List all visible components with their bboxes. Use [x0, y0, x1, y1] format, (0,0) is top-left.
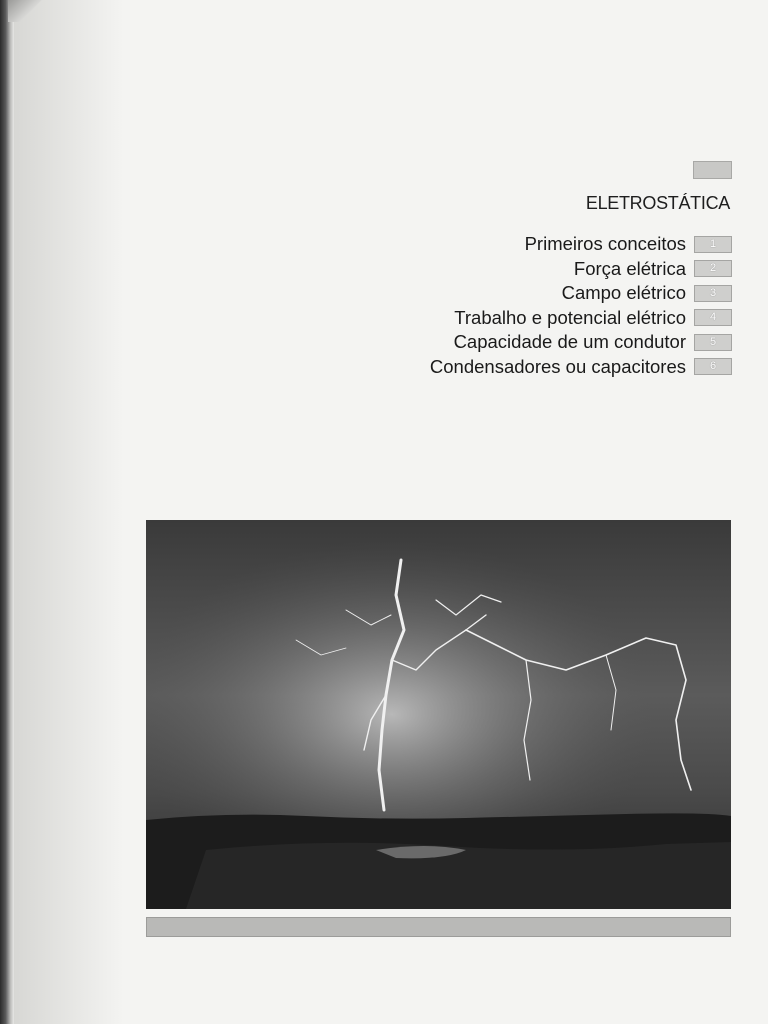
- page-fold-shadow: [14, 0, 124, 1024]
- toc-item-label: Trabalho e potencial elétrico: [454, 306, 686, 328]
- toc-item-number: 4: [694, 309, 732, 326]
- toc-item-number: 5: [694, 334, 732, 351]
- folded-corner: [8, 0, 42, 22]
- chapter-title: ELETROSTÁTICA: [585, 193, 730, 213]
- toc-item-label: Campo elétrico: [561, 282, 686, 304]
- toc-item-number: 2: [694, 260, 732, 277]
- toc-item-number: 1: [694, 236, 732, 253]
- lightning-photo: [146, 520, 731, 909]
- part-marker-box: [693, 161, 732, 179]
- toc-item-label: Capacidade de um condutor: [453, 331, 686, 353]
- page-binding-edge: [0, 0, 14, 1024]
- toc-item: [430, 281, 732, 306]
- toc-item-number: 6: [694, 358, 732, 375]
- toc-item: [430, 257, 732, 282]
- toc-item-label: Força elétrica: [573, 257, 686, 279]
- toc-item: [430, 355, 732, 380]
- toc-item-number: 3: [694, 285, 732, 302]
- toc-item: [430, 330, 732, 355]
- toc-item-label: Condensadores ou capacitores: [429, 355, 686, 377]
- caption-bar: [146, 917, 731, 937]
- table-of-contents: [430, 232, 732, 379]
- toc-item-label: Primeiros conceitos: [524, 233, 686, 255]
- toc-item: [430, 306, 732, 331]
- toc-item: [430, 232, 732, 257]
